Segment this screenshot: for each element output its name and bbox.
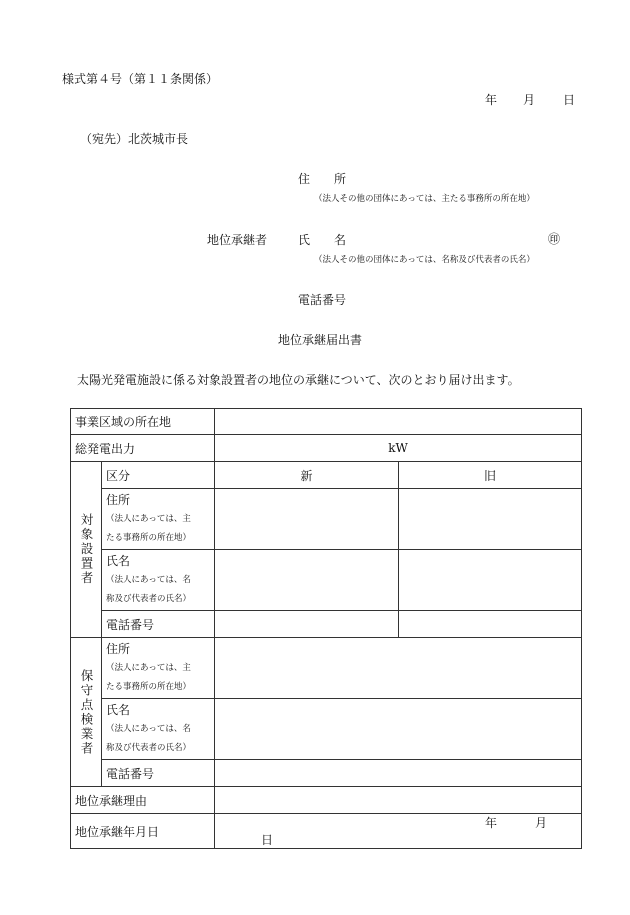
seal-icon: ㊞ <box>548 232 561 246</box>
inspector-name-label-cell <box>102 699 215 760</box>
installer-name-old-field[interactable] <box>399 550 582 611</box>
installer-phone-old-field[interactable] <box>399 611 582 638</box>
row-category <box>71 462 582 489</box>
unit-kw: kW <box>388 441 408 455</box>
row-succession-date <box>71 814 582 849</box>
row-installer-name <box>71 550 582 611</box>
installer-address-note-1: （法人にあっては、主 <box>106 514 191 524</box>
successor-label: 地位承継者 <box>207 233 268 247</box>
succession-reason-label: 地位承継理由 <box>71 787 215 814</box>
succession-date-label: 地位承継年月日 <box>71 814 215 849</box>
intro-text: 太陽光発電施設に係る対象設置者の地位の承継について、次のとおり届け出ます。 <box>77 373 520 387</box>
row-area-location <box>71 409 582 435</box>
inspector-group-label: 保守点検業者 <box>79 668 94 756</box>
installer-address-note-2: たる事務所の所在地） <box>106 533 192 543</box>
succession-date-year: 年 <box>485 816 498 830</box>
date-year: 年 <box>485 93 498 107</box>
inspector-name-note-2: 称及び代表者の氏名） <box>106 743 192 753</box>
installer-group-cell <box>71 462 102 638</box>
row-total-output <box>71 435 582 462</box>
installer-phone-new-field[interactable] <box>215 611 399 638</box>
name-note: （法人その他の団体にあっては、名称及び代表者の氏名） <box>314 255 535 265</box>
installer-name-new-field[interactable] <box>215 550 399 611</box>
date-day: 日 <box>563 93 576 107</box>
inspector-name-field[interactable] <box>215 699 582 760</box>
installer-address-old-field[interactable] <box>399 489 582 550</box>
total-output-field[interactable] <box>215 435 582 462</box>
name-label: 氏 名 <box>298 233 347 247</box>
installer-address-label: 住所 <box>106 493 131 507</box>
form-number: 様式第４号（第１１条関係） <box>62 72 219 86</box>
installer-name-label-cell <box>102 550 215 611</box>
row-inspector-name <box>71 699 582 760</box>
phone-label: 電話番号 <box>298 293 347 307</box>
succession-reason-field[interactable] <box>215 787 582 814</box>
inspector-address-label-cell <box>102 638 215 699</box>
row-inspector-address <box>71 638 582 699</box>
inspector-address-field[interactable] <box>215 638 582 699</box>
inspector-name-note-1: （法人にあっては、名 <box>106 724 191 734</box>
old-column-header: 旧 <box>399 462 582 489</box>
installer-phone-label: 電話番号 <box>102 611 215 638</box>
new-column-header: 新 <box>215 462 399 489</box>
inspector-address-note-1: （法人にあっては、主 <box>106 663 191 673</box>
total-output-label: 総発電出力 <box>71 435 215 462</box>
date-month: 月 <box>523 93 536 107</box>
row-installer-address <box>71 489 582 550</box>
succession-date-field[interactable] <box>215 814 582 849</box>
inspector-name-label: 氏名 <box>106 703 131 717</box>
row-succession-reason <box>71 787 582 814</box>
installer-name-note-1: （法人にあっては、名 <box>106 575 191 585</box>
inspector-address-note-2: たる事務所の所在地） <box>106 682 192 692</box>
address-note: （法人その他の団体にあっては、主たる事務所の所在地） <box>314 194 535 204</box>
succession-date-month: 月 <box>535 816 548 830</box>
addressee: （宛先）北茨城市長 <box>80 132 189 146</box>
installer-name-label: 氏名 <box>106 554 131 568</box>
installer-address-new-field[interactable] <box>215 489 399 550</box>
inspector-address-label: 住所 <box>106 642 131 656</box>
inspector-phone-field[interactable] <box>215 760 582 787</box>
area-location-label: 事業区域の所在地 <box>71 409 215 435</box>
area-location-field[interactable] <box>215 409 582 435</box>
document-title: 地位承継届出書 <box>278 333 363 347</box>
inspector-group-cell <box>71 638 102 787</box>
succession-date-day: 日 <box>261 833 274 847</box>
category-label: 区分 <box>102 462 215 489</box>
inspector-phone-label: 電話番号 <box>102 760 215 787</box>
address-label: 住 所 <box>298 172 347 186</box>
installer-address-label-cell <box>102 489 215 550</box>
installer-name-note-2: 称及び代表者の氏名） <box>106 594 192 604</box>
installer-group-label: 対象設置者 <box>79 513 94 586</box>
row-installer-phone <box>71 611 582 638</box>
row-inspector-phone <box>71 760 582 787</box>
succession-form-table <box>70 408 582 849</box>
